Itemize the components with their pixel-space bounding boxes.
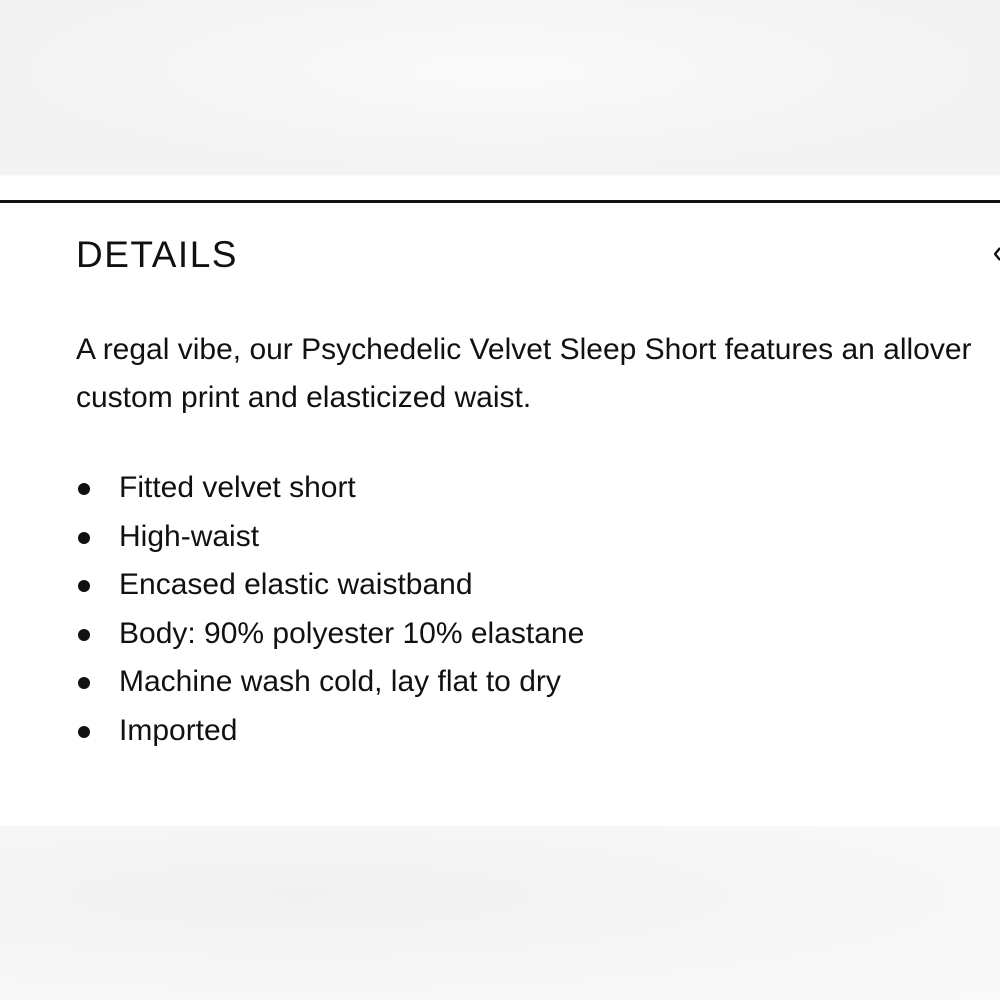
feature-list bbox=[76, 464, 584, 755]
list-item bbox=[76, 513, 584, 562]
list-item bbox=[76, 561, 584, 610]
feature-text: Machine wash cold, lay flat to dry bbox=[119, 665, 561, 698]
list-item bbox=[76, 464, 584, 513]
chevron-icon[interactable] bbox=[994, 244, 1000, 264]
details-title: DETAILS bbox=[76, 234, 238, 275]
bullet-icon bbox=[78, 677, 90, 689]
feature-text: Encased elastic waistband bbox=[119, 568, 473, 601]
list-item bbox=[76, 658, 584, 707]
feature-text: Fitted velvet short bbox=[119, 471, 356, 504]
product-description: A regal vibe, our Psychedelic Velvet Sleep Short features an allover custom print and elasticized waist. bbox=[76, 333, 972, 414]
bullet-icon bbox=[78, 532, 90, 544]
bullet-icon bbox=[78, 629, 90, 641]
feature-text: Body: 90% polyester 10% elastane bbox=[119, 616, 585, 650]
section-divider bbox=[0, 200, 1000, 203]
list-item bbox=[76, 610, 584, 659]
details-accordion-header[interactable] bbox=[76, 230, 1000, 280]
feature-text: High-waist bbox=[119, 519, 260, 553]
bottom-blurred-area bbox=[0, 826, 1000, 1000]
bullet-icon bbox=[78, 726, 90, 738]
list-item bbox=[76, 707, 584, 756]
feature-text: Imported bbox=[119, 713, 238, 747]
bullet-icon bbox=[78, 483, 90, 495]
bullet-icon bbox=[78, 580, 90, 592]
top-blurred-area bbox=[0, 0, 1000, 175]
